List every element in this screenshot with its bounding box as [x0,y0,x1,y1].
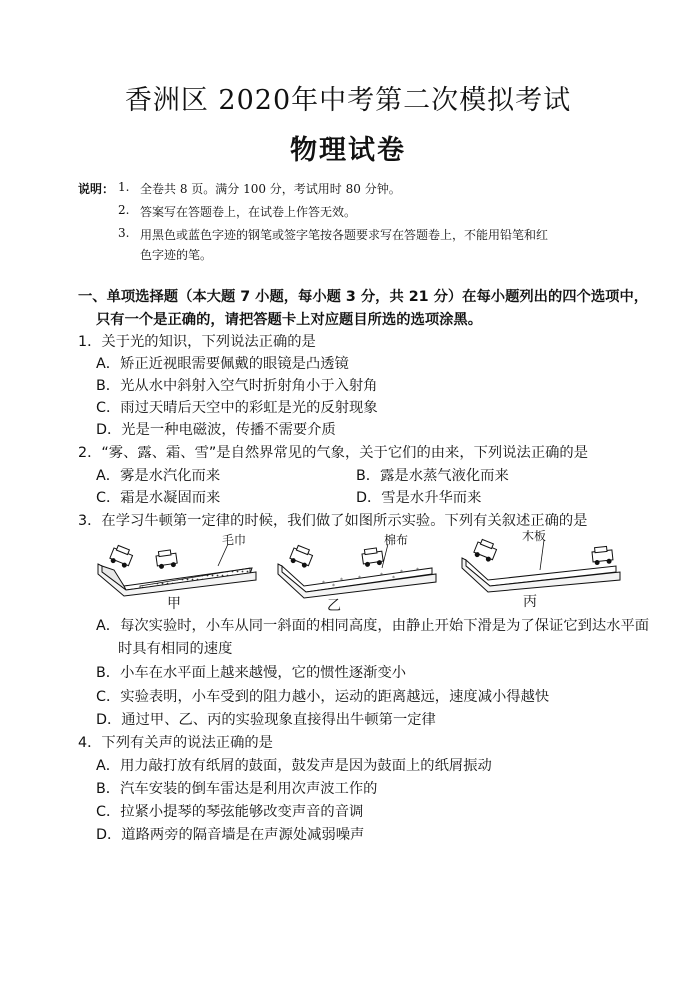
question-4-option-a: A．用力敲打放有纸屑的鼓面，鼓发声是因为鼓面上的纸屑振动 [96,758,492,774]
question-2-option-a: A．雾是水汽化而来 [96,468,221,484]
newton-experiment-figure [96,530,636,612]
experiment-panel-towel [98,532,256,612]
svg-text:*: * [380,572,383,579]
figure-label-towel: 毛巾 [221,533,247,547]
note-text: 答案写在答题卷上，在试卷上作答无效。 [140,205,357,219]
exam-subtitle: 物理试卷 [290,135,406,166]
figure-caption-bing: 丙 [523,594,537,610]
svg-text:*: * [416,567,419,574]
question-2-option-c: C．霜是水凝固而来 [96,490,221,506]
question-3-option-b: B．小车在水平面上越来越慢，它的惯性逐渐变小 [96,665,407,681]
experiment-panel-cotton [278,532,436,612]
section-heading: 一、单项选择题（本大题 7 小题，每小题 3 分，共 21 分）在每小题列出的四个选项中， [78,289,649,305]
note-number: 2. [118,203,130,217]
experiment-panel-wood [462,530,620,610]
question-3-option-a-continued: 时具有相同的速度 [118,641,233,657]
notes-label: 说明： [78,182,115,196]
svg-text:*: * [322,580,325,587]
question-3-stem: 3．在学习牛顿第一定律的时候，我们做了如图所示实验。下列有关叙述正确的是 [78,513,588,529]
note-item-2 [0,203,696,221]
note-item-1 [0,180,696,198]
svg-text:*: * [358,575,361,582]
note-item-3 [0,226,696,244]
question-2-option-b: B．露是水蒸气液化而来 [356,468,509,484]
figure-label-cotton: 棉布 [383,533,409,547]
question-1-stem: 1．关于光的知识，下列说法正确的是 [78,334,316,350]
note-text: 用黑色或蓝色字迹的钢笔或签字笔按各题要求写在答题卷上，不能用铅笔和红 [140,228,549,242]
section-heading-continued: 只有一个是正确的，请把答题卡上对应题目所选的选项涂黑。 [96,312,483,328]
question-2-stem: 2．“雾、露、霜、雪”是自然界常见的气象，关于它们的由来，下列说法正确的是 [78,445,588,461]
question-2-option-d: D．雪是水升华而来 [356,490,482,506]
question-3-option-d: D．通过甲、乙、丙的实验现象直接得出牛顿第一定律 [96,712,436,728]
svg-text:*: * [392,575,395,582]
svg-text:*: * [400,569,403,576]
question-3-option-c: C．实验表明，小车受到的阻力越小，运动的距离越远，速度减小得越快 [96,689,550,705]
svg-text:*: * [332,583,335,590]
question-4-option-d: D．道路两旁的隔音墙是在声源处减弱噪声 [96,827,365,843]
figure-label-wood: 木板 [521,530,547,543]
question-1-option-b: B．光从水中斜射入空气时折射角小于入射角 [96,378,378,394]
question-4-option-c: C．拉紧小提琴的琴弦能够改变声音的音调 [96,804,364,820]
note-number: 3. [118,226,130,240]
question-4-option-b: B．汽车安装的倒车雷达是利用次声波工作的 [96,781,378,797]
question-3-option-a: A．每次实验时，小车从同一斜面的相同高度，由静止开始下滑是为了保证它到达水平面 [96,618,650,634]
note-number: 1. [118,180,130,194]
exam-title: 香洲区 2020年中考第二次模拟考试 [124,85,572,116]
question-1-option-a: A．矫正近视眼需要佩戴的眼镜是凸透镜 [96,356,349,372]
figure-caption-yi: 乙 [327,598,341,612]
question-4-stem: 4．下列有关声的说法正确的是 [78,735,273,751]
note-text: 全卷共 8 页。满分 100 分，考试用时 80 分钟。 [140,182,401,196]
figure-caption-jia: 甲 [167,596,181,612]
note-text-continued: 色字迹的笔。 [140,248,213,262]
question-1-option-d: D．光是一种电磁波，传播不需要介质 [96,422,336,438]
svg-text:*: * [340,577,343,584]
question-1-option-c: C．雨过天晴后天空中的彩虹是光的反射现象 [96,400,378,416]
